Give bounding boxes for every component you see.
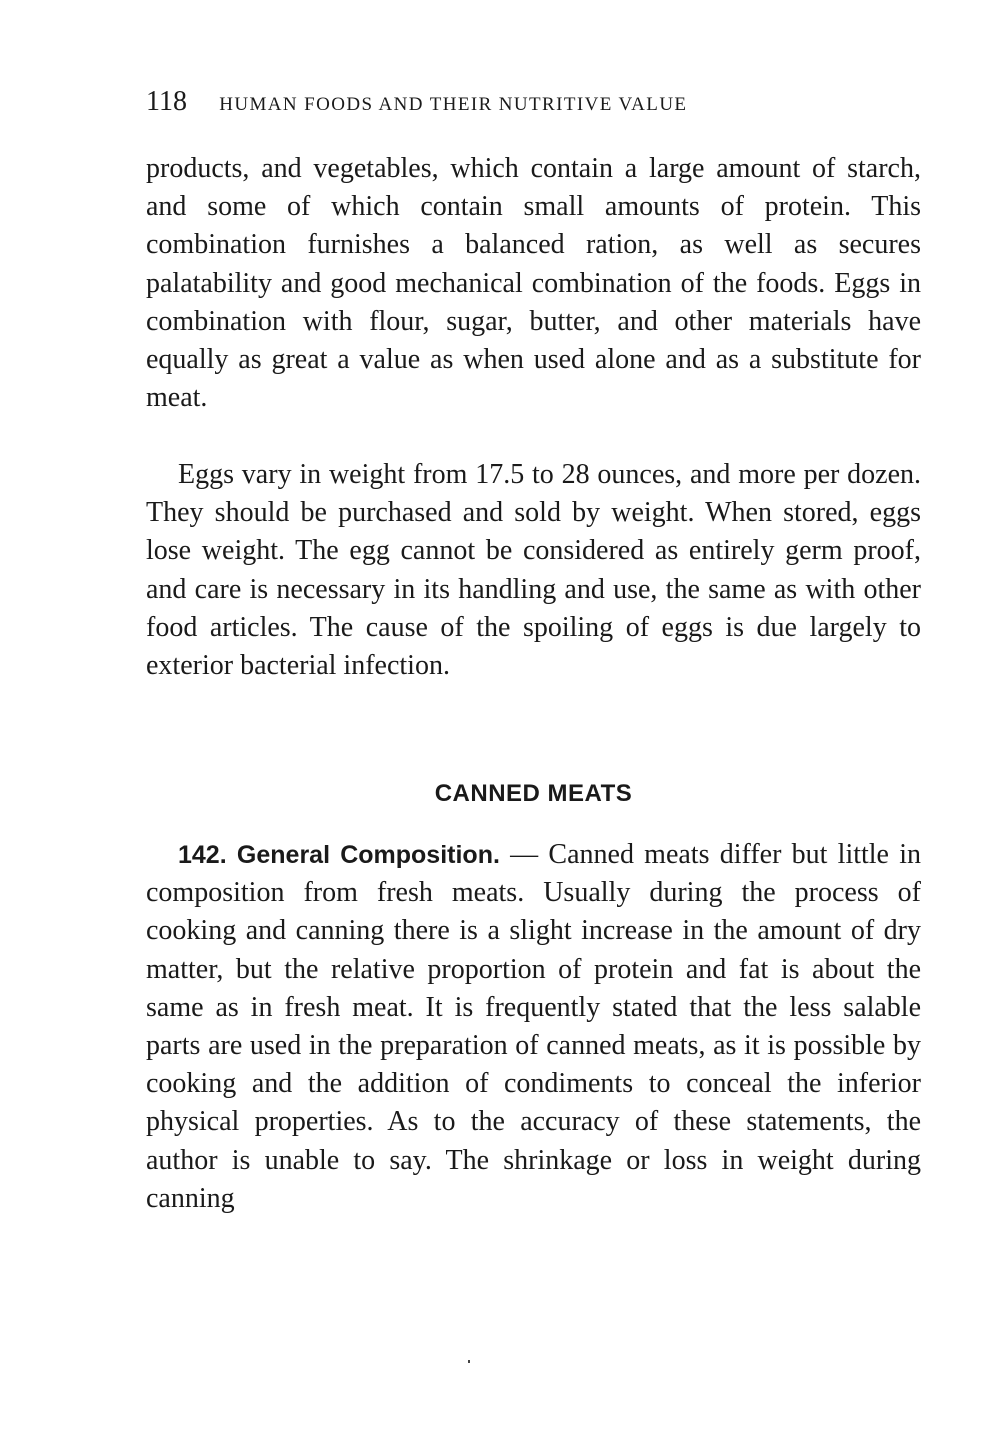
paragraph-eggs-combination: products, and vegetables, which contain a large amount of starch, and some of which contain small amounts of protein. This combination furnishes a balanced ration, as well as secures palatability and good mechanical combination of the foods. Eggs in combination with flour, sugar, butter, and other materials have equally as great a value as when used alone and as a substitute for meat. — [146, 153, 921, 414]
running-title: HUMAN FOODS AND THEIR NUTRITIVE VALUE — [219, 94, 688, 115]
em-dash: — — [499, 839, 549, 870]
paragraph-egg-weight: Eggs vary in weight from 17.5 to 28 ounces, and more per dozen. They should be purchased and sold by weight. When stored, eggs lose weight. The egg cannot be considered as entirely germ proof, and care is necessary in its handling and use, the same as with other food articles. The cause of the spoiling of eggs is due largely to exterior bacterial infection. — [146, 459, 921, 682]
paragraph-body: Canned meats differ but little in composition from fresh meats. Usually during the process of cooking and canning there is a slight increase in the amount of dry matter, but the relative proportion of protein and fat is about the same as in fresh meat. It is frequently stated that the less salable parts are used in the preparation of canned meats, as it is possible by cooking and the addition of condiments to conceal the inferior physical properties. As to the accuracy of these statements, the author is unable to say. The shrinkage or loss in weight during canning — [146, 839, 922, 1214]
section-142-block — [146, 836, 921, 1218]
paragraph-number: 142. — [178, 841, 227, 869]
paragraph-general-composition — [146, 836, 921, 1218]
paragraph-heading: General Composition. — [236, 841, 500, 869]
print-speck — [468, 1360, 470, 1363]
section-heading: CANNED MEATS — [434, 780, 633, 807]
paragraph-continuation — [146, 150, 921, 417]
page-number: 118 — [146, 86, 187, 117]
page-header — [146, 86, 866, 122]
paragraph-egg-weight-block — [146, 456, 921, 685]
